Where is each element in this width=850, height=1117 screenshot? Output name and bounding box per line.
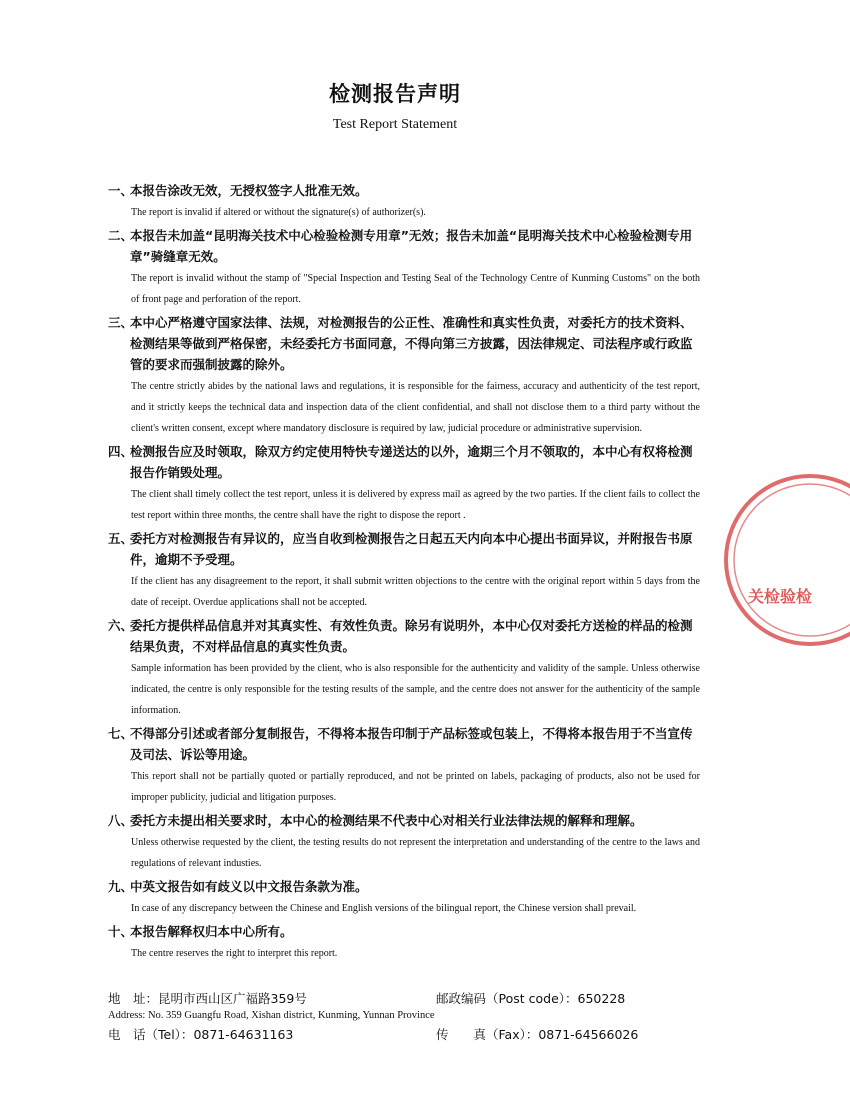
contact-footer <box>108 990 708 1044</box>
tel-label: 电 话（Tel）： <box>108 1027 194 1042</box>
tel-value: 0871-64631163 <box>193 1027 294 1042</box>
item-text-zh: 中英文报告如有歧义以中文报告条款为准。 <box>130 879 368 894</box>
item-text-zh: 检测报告应及时领取，除双方约定使用特快专递送达的以外，逾期三个月不领取的，本中心有权将检测报告作销毁处理。 <box>130 444 693 480</box>
item-text-zh: 本报告解释权归本中心所有。 <box>130 924 293 939</box>
item-number: 一、 <box>108 183 134 198</box>
postcode-value: 650228 <box>577 991 626 1006</box>
item-number: 六、 <box>108 618 134 633</box>
item-text-zh: 不得部分引述或者部分复制报告，不得将本报告印制于产品标签或包装上，不得将本报告用于不当宣传及司法、诉讼等用途。 <box>130 726 693 762</box>
address-value: 昆明市西山区广福路359号 <box>158 991 307 1006</box>
item-number: 五、 <box>108 531 134 546</box>
address-label: 地 址： <box>108 991 159 1006</box>
item-number: 七、 <box>108 726 134 741</box>
statement-item-9 <box>108 876 700 919</box>
fax-label: 传 真（Fax）： <box>436 1027 539 1042</box>
item-text-en: The client shall timely collect the test report, unless it is delivered by express mail as agreed by the two parties. If the client fails to collect the test report within three months, the centre shall have the right to dispose the report . <box>131 489 700 521</box>
item-text-en: Sample information has been provided by the client, who is also responsible for the authenticity and validity of the sample. Unless otherwise indicated, the centre is only responsible for the testing results of the sample, and the centre does not answer for the authenticity of the sample information. <box>131 663 700 716</box>
item-text-zh: 委托方提供样品信息并对其真实性、有效性负责。除另有说明外，本中心仅对委托方送检的样品的检测结果负责，不对样品信息的真实性负责。 <box>130 618 693 654</box>
statement-item-2 <box>108 225 700 310</box>
item-number: 十、 <box>108 924 134 939</box>
item-text-en: Unless otherwise requested by the client, the testing results do not represent the interpretation and understanding of the centre to the laws and regulations of relevant industies. <box>131 837 700 869</box>
item-text-en: The report is invalid without the stamp of "Special Inspection and Testing Seal of the Technology Centre of Kunming Customs" on the both of front page and perforation of the report. <box>131 273 700 305</box>
page-title: 检测报告声明 <box>329 82 461 106</box>
fax-value: 0871-64566026 <box>538 1027 639 1042</box>
phone-row <box>108 1026 708 1044</box>
item-text-en: The report is invalid if altered or without the signature(s) of authorizer(s). <box>131 207 426 218</box>
item-text-en: The centre reserves the right to interpret this report. <box>131 948 338 959</box>
stamp-text: 关检验检 <box>748 587 813 606</box>
statement-item-3 <box>108 312 700 439</box>
statement-item-5 <box>108 528 700 613</box>
item-text-zh: 委托方对检测报告有异议的，应当自收到检测报告之日起五天内向本中心提出书面异议，并附报告书原件，逾期不予受理。 <box>130 531 693 567</box>
red-seal-stamp-icon <box>720 470 850 650</box>
statement-item-6 <box>108 615 700 721</box>
item-text-zh: 本中心严格遵守国家法律、法规，对检测报告的公正性、准确性和真实性负责，对委托方的技术资料、检测结果等做到严格保密，未经委托方书面同意，不得向第三方披露，因法律规定、司法程序或行政监管的要求而强制披露的除外。 <box>130 315 693 372</box>
statement-item-7 <box>108 723 700 808</box>
statement-list <box>108 180 700 966</box>
item-text-zh: 本报告未加盖“昆明海关技术中心检验检测专用章”无效；报告未加盖“昆明海关技术中心检验检测专用章”骑缝章无效。 <box>130 228 693 264</box>
address-english: Address: No. 359 Guangfu Road, Xishan district, Kunming, Yunnan Province <box>108 1010 435 1021</box>
item-number: 三、 <box>108 315 134 330</box>
item-number: 九、 <box>108 879 134 894</box>
statement-item-8 <box>108 810 700 874</box>
item-text-zh: 委托方未提出相关要求时，本中心的检测结果不代表中心对相关行业法律法规的解释和理解。 <box>130 813 643 828</box>
address-row <box>108 990 708 1008</box>
page-subtitle: Test Report Statement <box>332 117 458 132</box>
item-text-en: This report shall not be partially quoted or partially reproduced, and not be printed on labels, packaging of products, also not be used for improper publicity, judicial and litigation purposes. <box>131 771 700 803</box>
statement-item-4 <box>108 441 700 526</box>
item-text-en: In case of any discrepancy between the Chinese and English versions of the bilingual report, the Chinese version shall prevail. <box>131 903 637 914</box>
item-text-en: The centre strictly abides by the national laws and regulations, it is responsible for the fairness, accuracy and authenticity of the test report, and it strictly keeps the technical data and inspection data of the client confidential, and shall not disclose them to a third party without the client's written consent, except where mandatory disclosure is required by law, judicial procedure or administrative supervision. <box>131 381 700 434</box>
item-number: 四、 <box>108 444 134 459</box>
item-text-zh: 本报告涂改无效，无授权签字人批准无效。 <box>130 183 368 198</box>
item-number: 八、 <box>108 813 134 828</box>
statement-item-10 <box>108 921 700 964</box>
item-text-en: If the client has any disagreement to the report, it shall submit written objections to the centre with the original report within 5 days from the date of receipt. Overdue applications shall not be accepted. <box>131 576 700 608</box>
item-number: 二、 <box>108 228 134 243</box>
statement-item-1 <box>108 180 700 223</box>
postcode-label: 邮政编码（Post code）： <box>436 991 578 1006</box>
